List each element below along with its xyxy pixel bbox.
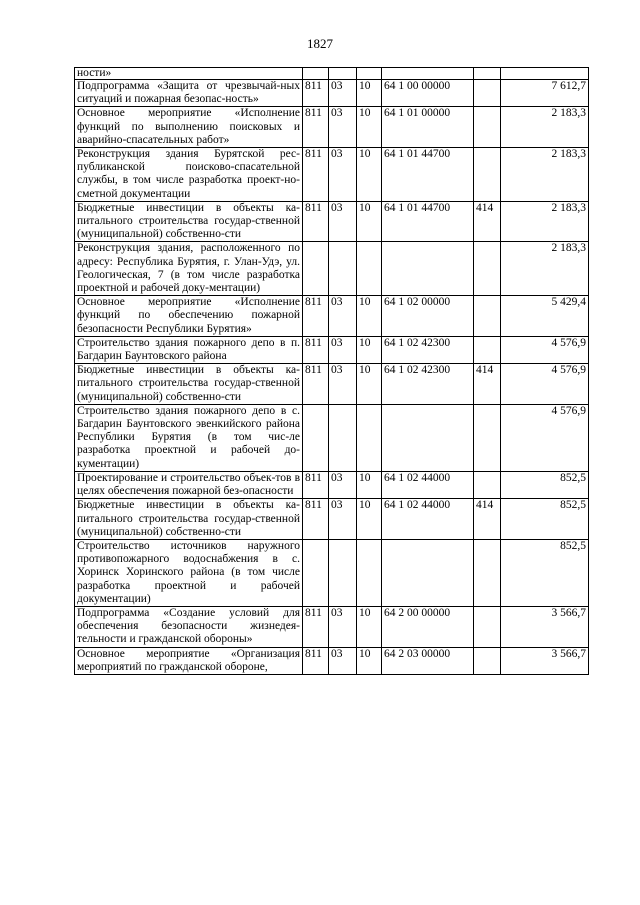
row-ministry-code: 811 (303, 471, 329, 498)
table-row (75, 471, 589, 498)
table-row (75, 148, 589, 202)
row-subsection: 10 (357, 647, 382, 674)
row-subsection: 10 (357, 296, 382, 337)
row-expense-type (474, 539, 501, 606)
row-target-article: 64 1 02 44000 (382, 499, 474, 540)
row-expense-type (474, 242, 501, 296)
row-amount (501, 68, 589, 80)
row-target-article (382, 404, 474, 471)
row-target-article: 64 2 00 00000 (382, 606, 474, 647)
row-name: Реконструкция здания Бурятской рес-публиканской поисково-спасательной службы, в том числе разработка проект-но-сметной документации (75, 148, 303, 202)
row-section: 03 (329, 296, 357, 337)
table-body (75, 68, 589, 675)
row-target-article: 64 1 02 42300 (382, 336, 474, 363)
row-ministry-code (303, 539, 329, 606)
row-amount: 2 183,3 (501, 242, 589, 296)
row-name: Основное мероприятие «Исполнение функций по выполнению поисковых и аварийно-спасательных работ» (75, 107, 303, 148)
row-subsection: 10 (357, 499, 382, 540)
row-ministry-code (303, 68, 329, 80)
row-name: Строительство здания пожарного депо в п. Багдарин Баунтовского района (75, 336, 303, 363)
row-expense-type (474, 68, 501, 80)
row-section (329, 539, 357, 606)
row-expense-type (474, 80, 501, 107)
row-section: 03 (329, 80, 357, 107)
row-subsection: 10 (357, 471, 382, 498)
row-section: 03 (329, 647, 357, 674)
table-row (75, 336, 589, 363)
page-number: 1827 (307, 36, 333, 51)
row-subsection: 10 (357, 606, 382, 647)
table-row (75, 296, 589, 337)
row-amount: 2 183,3 (501, 201, 589, 242)
row-amount: 852,5 (501, 471, 589, 498)
row-subsection: 10 (357, 148, 382, 202)
row-expense-type (474, 107, 501, 148)
row-name: Бюджетные инвестиции в объекты ка-питального строительства государ-ственной (муниципальной) собственно-сти (75, 201, 303, 242)
row-name: Реконструкция здания, расположенного по адресу: Республика Бурятия, г. Улан-Удэ, ул. Геологическая, 7 (в том числе разработка проектной и рабочей доку-ментации) (75, 242, 303, 296)
row-target-article (382, 539, 474, 606)
row-ministry-code (303, 404, 329, 471)
row-name: Строительство здания пожарного депо в с. Багдарин Баунтовского эвенкийского района Республики Бурятия (в том чис-ле разработка проектной и рабочей до-кументации) (75, 404, 303, 471)
row-amount: 2 183,3 (501, 148, 589, 202)
row-ministry-code (303, 242, 329, 296)
row-section: 03 (329, 471, 357, 498)
row-target-article (382, 68, 474, 80)
row-amount: 852,5 (501, 499, 589, 540)
row-name: Основное мероприятие «Исполнение функций по обеспечению пожарной безопасности Республики Бурятия» (75, 296, 303, 337)
row-expense-type (474, 336, 501, 363)
row-expense-type (474, 606, 501, 647)
row-target-article: 64 2 03 00000 (382, 647, 474, 674)
table-row (75, 606, 589, 647)
row-section: 03 (329, 606, 357, 647)
table-row (75, 68, 589, 80)
row-target-article: 64 1 02 44000 (382, 471, 474, 498)
row-expense-type (474, 296, 501, 337)
row-name: ности» (75, 68, 303, 80)
table-row (75, 107, 589, 148)
row-amount: 3 566,7 (501, 606, 589, 647)
budget-table (74, 67, 589, 675)
row-ministry-code: 811 (303, 201, 329, 242)
row-ministry-code: 811 (303, 148, 329, 202)
row-expense-type (474, 404, 501, 471)
row-subsection: 10 (357, 201, 382, 242)
row-section: 03 (329, 148, 357, 202)
row-name: Основное мероприятие «Организация мероприятий по гражданской обороне, (75, 647, 303, 674)
table-row (75, 201, 589, 242)
row-section: 03 (329, 499, 357, 540)
row-target-article: 64 1 02 42300 (382, 364, 474, 405)
row-section: 03 (329, 336, 357, 363)
row-section (329, 404, 357, 471)
row-amount: 4 576,9 (501, 404, 589, 471)
table-row (75, 499, 589, 540)
row-target-article: 64 1 01 44700 (382, 201, 474, 242)
table-row (75, 364, 589, 405)
row-subsection: 10 (357, 336, 382, 363)
row-expense-type: 414 (474, 201, 501, 242)
row-target-article: 64 1 00 00000 (382, 80, 474, 107)
table-row (75, 647, 589, 674)
row-section: 03 (329, 364, 357, 405)
row-target-article: 64 1 02 00000 (382, 296, 474, 337)
row-ministry-code: 811 (303, 499, 329, 540)
row-amount: 852,5 (501, 539, 589, 606)
row-expense-type (474, 471, 501, 498)
row-ministry-code: 811 (303, 80, 329, 107)
row-name: Подпрограмма «Защита от чрезвычай-ных ситуаций и пожарная безопас-ность» (75, 80, 303, 107)
row-ministry-code: 811 (303, 647, 329, 674)
table-row (75, 539, 589, 606)
row-ministry-code: 811 (303, 364, 329, 405)
row-name: Бюджетные инвестиции в объекты ка-питального строительства государ-ственной (муниципальной) собственно-сти (75, 499, 303, 540)
row-subsection (357, 68, 382, 80)
table-row (75, 80, 589, 107)
row-section: 03 (329, 201, 357, 242)
row-ministry-code: 811 (303, 606, 329, 647)
row-section: 03 (329, 107, 357, 148)
row-expense-type (474, 148, 501, 202)
row-subsection (357, 404, 382, 471)
row-amount: 4 576,9 (501, 364, 589, 405)
table-row (75, 242, 589, 296)
row-subsection: 10 (357, 80, 382, 107)
row-target-article: 64 1 01 00000 (382, 107, 474, 148)
row-ministry-code: 811 (303, 107, 329, 148)
row-subsection (357, 242, 382, 296)
row-subsection: 10 (357, 107, 382, 148)
row-subsection (357, 539, 382, 606)
row-ministry-code: 811 (303, 336, 329, 363)
row-section (329, 242, 357, 296)
row-name: Проектирование и строительство объек-тов в целях обеспечения пожарной без-опасности (75, 471, 303, 498)
row-name: Строительство источников наружного противопожарного водоснабжения в с. Хоринск Хоринского района (в том числе разработка проектной и рабочей документации) (75, 539, 303, 606)
row-amount: 5 429,4 (501, 296, 589, 337)
row-target-article (382, 242, 474, 296)
row-subsection: 10 (357, 364, 382, 405)
row-name: Бюджетные инвестиции в объекты ка-питального строительства государ-ственной (муниципальной) собственно-сти (75, 364, 303, 405)
row-amount: 4 576,9 (501, 336, 589, 363)
table-row (75, 404, 589, 471)
row-ministry-code: 811 (303, 296, 329, 337)
row-expense-type (474, 647, 501, 674)
row-expense-type: 414 (474, 364, 501, 405)
row-amount: 3 566,7 (501, 647, 589, 674)
row-section (329, 68, 357, 80)
row-expense-type: 414 (474, 499, 501, 540)
row-amount: 2 183,3 (501, 107, 589, 148)
row-name: Подпрограмма «Создание условий для обеспечения безопасности жизнедея-тельности и гражданской обороны» (75, 606, 303, 647)
row-target-article: 64 1 01 44700 (382, 148, 474, 202)
row-amount: 7 612,7 (501, 80, 589, 107)
